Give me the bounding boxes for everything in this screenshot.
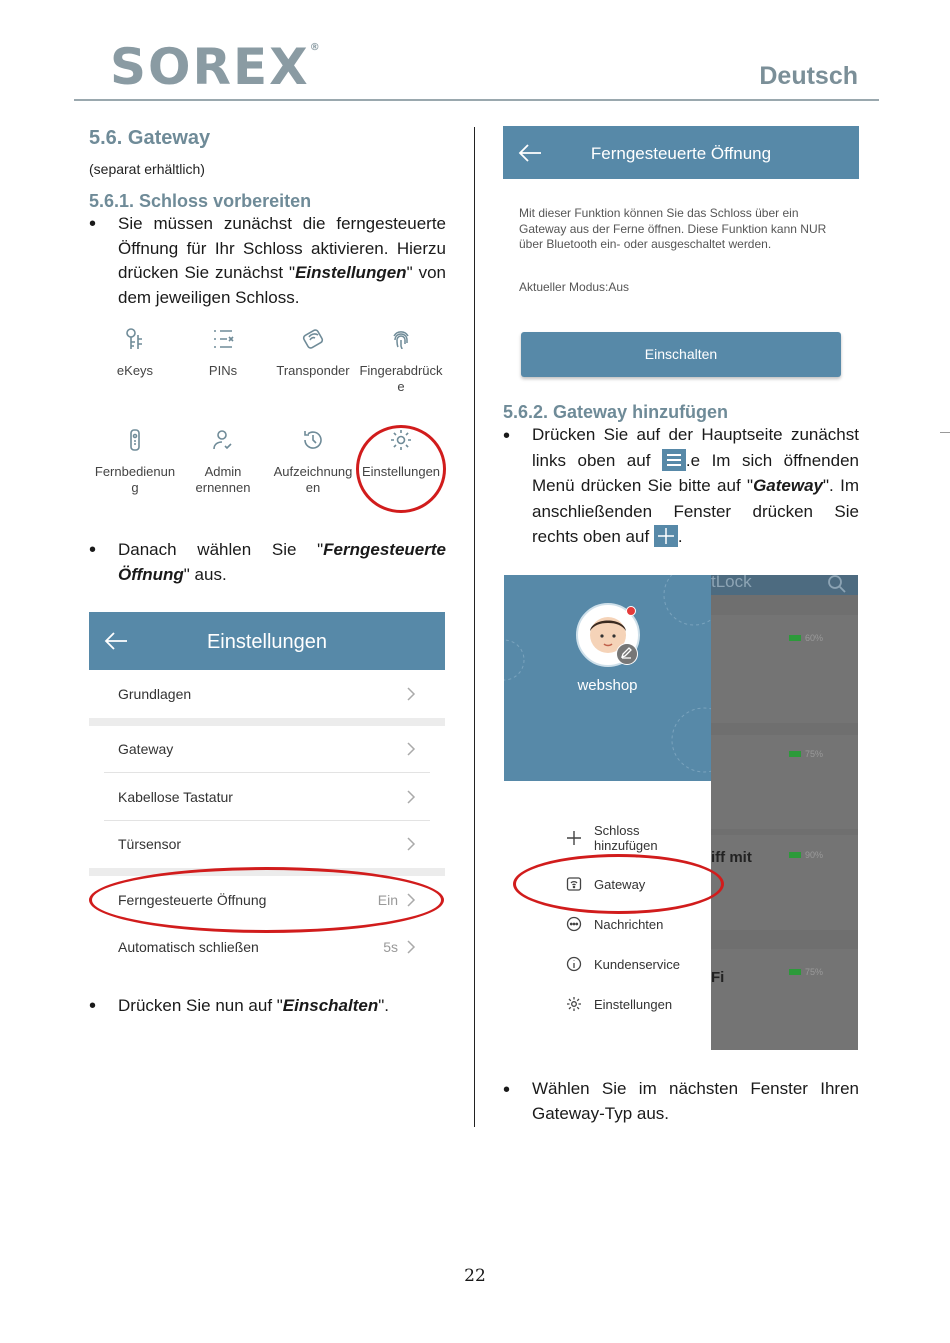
section-heading: 5.6. Gateway: [89, 127, 211, 149]
background-title: tLock: [711, 575, 752, 591]
language-label: Deutsch: [759, 62, 858, 90]
settings-appbar: [89, 612, 445, 670]
menu-history[interactable]: [268, 428, 358, 496]
chevron-right-icon: [407, 790, 416, 804]
menu-label: eKeys: [116, 363, 154, 378]
search-icon: [827, 575, 847, 593]
sorex-logo: SOREX®: [110, 38, 320, 96]
menu-admin[interactable]: [178, 428, 268, 496]
highlight-ellipse: [513, 854, 724, 914]
bullet-marker: •: [89, 995, 97, 1017]
menu-label: Fingerabdrück e: [359, 363, 443, 394]
row-label: Automatisch schließen: [118, 939, 259, 955]
margin-mark: [940, 432, 950, 433]
bullet-marker: •: [503, 425, 511, 447]
bullet-marker: •: [89, 539, 97, 561]
add-plus-icon: [654, 525, 678, 547]
row-label: Gateway: [118, 741, 174, 757]
section-separator: [89, 718, 445, 726]
column-divider: [474, 127, 475, 1127]
menu-label: Einstellungen: [594, 997, 673, 1012]
chevron-right-icon: [407, 837, 416, 851]
menu-label: Gateway: [594, 877, 646, 892]
info-icon: [566, 956, 582, 972]
section-note: (separat erhältlich): [89, 161, 205, 177]
pins-icon: [211, 327, 235, 351]
menu-remote[interactable]: [90, 428, 180, 496]
settings-icon: [566, 996, 582, 1012]
edit-profile-icon[interactable]: [616, 643, 638, 665]
menu-label: Kundenservice: [594, 957, 680, 972]
instruction-paragraph: Drücken Sie nun auf "Einschalten".: [118, 996, 389, 1015]
menu-pins[interactable]: [178, 327, 268, 379]
header-divider: [74, 99, 879, 101]
row-label: Türsensor: [118, 836, 182, 852]
lock-card: [711, 949, 858, 1050]
row-value: 5s: [383, 939, 398, 955]
settings-row[interactable]: [104, 726, 430, 773]
row-label: Kabellose Tastatur: [118, 789, 233, 805]
lock-card: [711, 615, 858, 723]
remote-description: Mit dieser Funktion können Sie das Schloss über ein Gateway aus der Ferne öffnen. Diese Funktion kann NUR über Bluetooth ein- oder ausgeschaltet werden.: [519, 206, 827, 251]
highlight-circle: [356, 425, 446, 513]
settings-row[interactable]: [104, 671, 430, 718]
menu-label: PINs: [208, 363, 238, 378]
bullet-marker: •: [503, 1079, 511, 1101]
instruction-paragraph: Danach wählen Sie "Ferngesteuerte Öffnung" aus.: [118, 540, 446, 584]
lock-name-fragment: Fi: [711, 969, 725, 986]
drawer-header: [504, 575, 711, 781]
menu-label: Transponder: [276, 363, 350, 378]
menu-transponder[interactable]: [268, 327, 358, 379]
chevron-right-icon: [407, 687, 416, 701]
menu-label: Einstellungen: [361, 464, 441, 479]
fingerprint-icon: [389, 327, 413, 351]
bullet-marker: •: [89, 213, 97, 235]
lock-name-fragment: iff mit: [711, 849, 752, 866]
menu-label: Nachrichten: [594, 917, 664, 932]
battery-indicator: 90%: [789, 850, 823, 860]
lock-card: [711, 735, 858, 829]
highlight-ellipse: [89, 867, 444, 933]
menu-label: Admin ernennen: [195, 464, 251, 495]
instruction-paragraph: Drücken Sie auf der Hauptseite zunächst links oben auf .e Im sich öffnenden Menü drücken Sie bitte auf "Gateway". Im anschließenden Fenster drücken Sie rechts oben auf .: [532, 425, 859, 546]
subsection-heading: 5.6.2. Gateway hinzufügen: [503, 402, 729, 422]
enable-button[interactable]: Einschalten: [521, 332, 841, 377]
instruction-paragraph: Wählen Sie im nächsten Fenster Ihren Gateway-Typ aus.: [532, 1079, 859, 1123]
battery-indicator: 75%: [789, 749, 823, 759]
drawer-menu: [504, 781, 711, 1050]
plus-icon: [566, 830, 582, 846]
drawer-screenshot: [504, 575, 858, 1050]
chevron-right-icon: [407, 742, 416, 756]
current-mode: Aktueller Modus:Aus: [519, 280, 630, 294]
menu-ekeys[interactable]: [90, 327, 180, 379]
menu-label: Fernbedienun g: [94, 464, 176, 495]
transponder-icon: [301, 327, 325, 351]
remote-icon: [123, 428, 147, 452]
battery-indicator: 60%: [789, 633, 823, 643]
message-icon: [566, 916, 582, 932]
settings-row[interactable]: [104, 774, 430, 821]
row-label: Ferngesteuerte Öffnung: [118, 892, 267, 908]
history-icon: [301, 428, 325, 452]
subsection-heading: 5.6.1. Schloss vorbereiten: [89, 191, 312, 211]
remote-appbar: [503, 126, 859, 179]
admin-icon: [211, 428, 235, 452]
remote-title: Ferngesteuerte Öffnung: [590, 144, 772, 163]
battery-indicator: 75%: [789, 967, 823, 977]
instruction-paragraph: Sie müssen zunächst die ferngesteuerte Öffnung für Ihr Schloss aktivieren. Hierzu drücken Sie zunächst "Einstellungen" von dem jeweiligen Schloss.: [118, 214, 446, 307]
menu-label: Schloss hinzufügen: [594, 823, 658, 853]
menu-label: Aufzeichnung en: [273, 464, 353, 495]
notification-dot: [626, 606, 636, 616]
menu-hamburger-icon: [662, 449, 686, 471]
menu-fingerprint[interactable]: [356, 327, 446, 395]
username: webshop: [577, 677, 638, 694]
row-value: Ein: [377, 892, 398, 908]
ekeys-icon: [123, 327, 147, 351]
settings-row[interactable]: [104, 821, 430, 868]
row-label: Grundlagen: [118, 686, 192, 702]
settings-title: Einstellungen: [206, 631, 328, 653]
page-number: 22: [464, 1266, 486, 1286]
chevron-right-icon: [407, 940, 416, 954]
dimmed-background: [711, 575, 858, 1050]
